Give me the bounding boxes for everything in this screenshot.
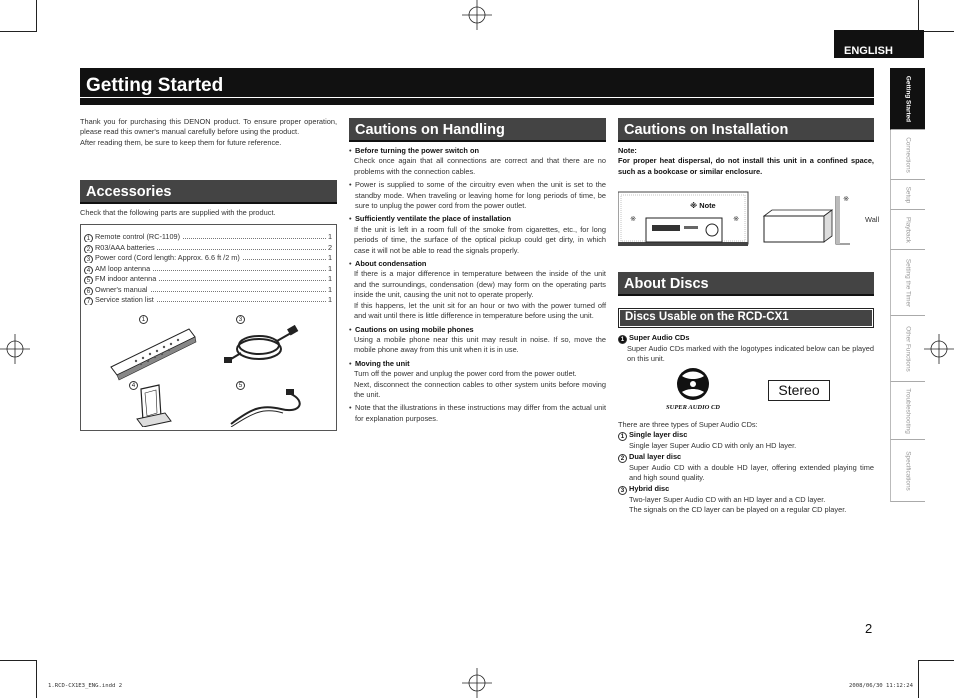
item-mark: 2 xyxy=(618,454,627,463)
intro-text xyxy=(80,117,337,148)
disc-type-title: Single layer disc xyxy=(629,430,688,440)
registration-mark xyxy=(462,668,492,698)
discs-subheading-text: Discs Usable on the RCD-CX1 xyxy=(620,310,872,326)
accessory-label: FM indoor antenna xyxy=(95,274,157,283)
crop-mark xyxy=(36,0,37,32)
wall-label: Wall xyxy=(865,215,880,224)
item-mark: 4 xyxy=(84,266,93,274)
handling-item xyxy=(349,146,606,177)
side-tab-label: Setting the Timer xyxy=(904,258,912,307)
item-mark: 2 xyxy=(84,245,93,253)
side-tab-label: Connections xyxy=(904,136,912,173)
accessory-qty: 1 xyxy=(327,263,332,273)
accessory-item xyxy=(84,232,332,242)
crop-mark xyxy=(918,660,954,661)
title-underline xyxy=(80,101,874,105)
registration-mark xyxy=(924,334,954,364)
disc-type-line: Single layer Super Audio CD with only an HD layer. xyxy=(629,441,797,451)
figure-mark: 5 xyxy=(236,381,245,390)
sacd-section xyxy=(618,333,874,365)
disc-type-item xyxy=(618,430,874,451)
accessories-heading: Accessories xyxy=(80,180,337,204)
handling-item xyxy=(349,325,606,356)
discs-subheading xyxy=(618,308,874,328)
registration-mark xyxy=(462,0,492,30)
item-mark: 6 xyxy=(84,287,93,295)
side-tab[interactable] xyxy=(890,180,925,210)
accessory-qty: 1 xyxy=(327,295,332,304)
handling-heading: Cautions on Handling xyxy=(349,118,606,142)
page-number: 2 xyxy=(865,621,873,636)
accessories-box xyxy=(80,224,337,431)
page-title: Getting Started xyxy=(80,68,874,98)
accessory-label: R03/AAA batteries xyxy=(95,242,155,252)
handling-item-title: • Before turning the power switch on xyxy=(355,146,480,155)
disc-type-line: Super Audio CD with a double HD layer, offering extended playing time and high sound quality. xyxy=(629,462,874,483)
accessory-item xyxy=(84,274,332,284)
handling-item xyxy=(349,259,606,321)
item-mark: 3 xyxy=(618,486,627,495)
item-mark: 1 xyxy=(618,432,627,441)
sacd-logo-icon xyxy=(668,366,718,406)
diagram-mark: ※ xyxy=(630,214,637,223)
accessory-qty: 1 xyxy=(327,284,332,294)
handling-item-title: • Sufficiently ventilate the place of installation xyxy=(355,214,512,224)
handling-item-body: • Power is supplied to some of the circuitry even when the unit is set to the standby mode. When traveling or leaving home for long periods of time, be sure to unplug the power cord from the power outlet. xyxy=(355,180,606,211)
installation-diagram xyxy=(618,186,878,250)
sacd-title: Super Audio CDs xyxy=(629,333,690,342)
disc-type-line: Two-layer Super Audio CD with an HD layer and a CD layer. xyxy=(629,494,826,504)
side-tab[interactable] xyxy=(890,382,925,440)
diagram-note-label: ※ Note xyxy=(690,201,716,210)
crop-mark xyxy=(918,0,919,32)
side-tab[interactable] xyxy=(890,440,925,502)
accessory-label: Service station list xyxy=(95,295,154,304)
stereo-logo: Stereo xyxy=(768,380,830,401)
disc-type-title: Hybrid disc xyxy=(629,483,670,493)
handling-item-body: If this happens, let the unit sit for an hour or two with the power turned off and wait until there is little difference in temperature before using the unit. xyxy=(354,300,606,321)
accessory-qty: 1 xyxy=(327,232,332,241)
language-label: ENGLISH xyxy=(834,30,924,58)
item-mark: 1 xyxy=(84,234,93,242)
side-tab[interactable] xyxy=(890,68,925,130)
handling-item xyxy=(349,214,606,256)
handling-item-title: • Moving the unit xyxy=(355,358,410,368)
footer-stamp: 2008/06/30 11:12:24 xyxy=(849,683,913,689)
handling-item xyxy=(349,359,606,401)
side-tab-label: Playback xyxy=(904,216,912,243)
sacd-logo-caption: SUPER AUDIO CD xyxy=(666,404,720,411)
unit-side-image xyxy=(764,196,850,244)
sacd-body: Super Audio CDs marked with the logotypes indicated below can be played on this unit. xyxy=(627,344,874,364)
side-tab[interactable] xyxy=(890,130,925,180)
power-cord-image xyxy=(224,325,298,363)
disc-type-line: The signals on the CD layer can be played on a regular CD player. xyxy=(629,505,847,515)
figure-mark: 1 xyxy=(139,315,148,324)
fm-antenna-image xyxy=(231,389,300,427)
crop-mark xyxy=(918,660,919,698)
remote-control-image xyxy=(111,329,196,380)
handling-item-body: Turn off the power and unplug the power cord from the power outlet. xyxy=(354,369,577,379)
unit-front-image xyxy=(646,218,722,242)
handling-item-title: • About condensation xyxy=(355,259,427,269)
handling-item xyxy=(349,403,606,424)
note-label: Note: xyxy=(618,146,637,155)
handling-item-body: Next, disconnect the connection cables to other system units before moving the unit. xyxy=(354,379,606,399)
side-tab-label: Specifications xyxy=(904,450,912,491)
side-tab-label: Setup xyxy=(904,186,912,203)
side-tab-label: Troubleshooting xyxy=(904,387,912,434)
accessory-item xyxy=(84,243,332,253)
accessories-intro: Check that the following parts are supplied with the product. xyxy=(80,208,276,217)
side-tab-label: Getting Started xyxy=(904,75,912,122)
installation-heading: Cautions on Installation xyxy=(618,118,874,142)
accessory-item xyxy=(84,285,332,295)
accessory-label: AM loop antenna xyxy=(95,263,151,273)
handling-item-body: Check once again that all connections are correct and that there are no problems with the connection cables. xyxy=(354,156,606,176)
handling-list xyxy=(349,146,606,427)
handling-item-body: • Note that the illustrations in these instructions may differ from the actual unit for explanation purposes. xyxy=(355,403,606,423)
accessory-item xyxy=(84,253,332,263)
item-mark: 3 xyxy=(84,255,93,263)
accessory-item xyxy=(84,264,332,274)
handling-item-body: Using a mobile phone near this unit may result in noise. If so, move the mobile phone away from this unit when it is in use. xyxy=(354,334,606,355)
discs-heading: About Discs xyxy=(618,272,874,296)
diagram-mark: ※ xyxy=(733,214,740,223)
am-loop-antenna-image xyxy=(137,385,171,427)
item-mark: 5 xyxy=(84,276,93,284)
side-tab[interactable] xyxy=(890,210,925,250)
bullet-mark: 1 xyxy=(618,335,627,344)
types-intro: There are three types of Super Audio CDs: xyxy=(618,420,758,429)
side-tab[interactable] xyxy=(890,316,925,382)
side-tab[interactable] xyxy=(890,250,925,316)
disc-type-item xyxy=(618,484,874,516)
handling-item-body: If the unit is left in a room full of the smoke from cigarettes, etc., for long periods of time, the surface of the optical pickup could get dirty, in which case it will not be able to read the signals properly. xyxy=(354,224,606,255)
accessories-illustration xyxy=(81,309,336,427)
accessory-label: Power cord (Cord length: Approx. 6.6 ft /2 m) xyxy=(95,253,240,262)
crop-mark xyxy=(0,660,36,661)
accessory-label: Owner's manual xyxy=(95,284,148,294)
accessory-qty: 1 xyxy=(327,274,332,283)
diagram-mark: ※ xyxy=(843,194,850,203)
accessory-item xyxy=(84,295,332,305)
item-mark: 7 xyxy=(84,297,93,305)
crop-mark xyxy=(0,31,36,32)
intro-paragraph: Thank you for purchasing this DENON product. To ensure proper operation, please read this owner's manual carefully before using the product. xyxy=(80,117,337,137)
figure-mark: 4 xyxy=(129,381,138,390)
disc-type-item xyxy=(618,452,874,484)
intro-paragraph: After reading them, be sure to keep them for future reference. xyxy=(80,137,282,147)
figure-mark: 3 xyxy=(236,315,245,324)
accessory-qty: 2 xyxy=(327,242,332,252)
handling-item-title: • Cautions on using mobile phones xyxy=(355,324,474,334)
handling-item xyxy=(349,180,606,211)
accessory-label: Remote control (RC-1109) xyxy=(95,232,181,241)
handling-item-body: If there is a major difference in temperature between the inside of the unit and the surroundings, condensation (dew) may form on the operating parts inside the unit, causing the unit not to operate properly. xyxy=(354,269,606,300)
disc-types xyxy=(618,420,874,515)
disc-type-title: Dual layer disc xyxy=(629,451,682,461)
note-body: For proper heat dispersal, do not install this unit in a confined space, such as a bookcase or similar enclosure. xyxy=(618,156,874,176)
footer-file: 1.RCD-CX1E3_ENG.indd 2 xyxy=(48,683,123,689)
crop-mark xyxy=(36,660,37,698)
installation-note xyxy=(618,146,874,177)
accessory-qty: 1 xyxy=(327,253,332,262)
registration-mark xyxy=(0,334,30,364)
side-tab-label: Other Functions xyxy=(904,325,912,372)
